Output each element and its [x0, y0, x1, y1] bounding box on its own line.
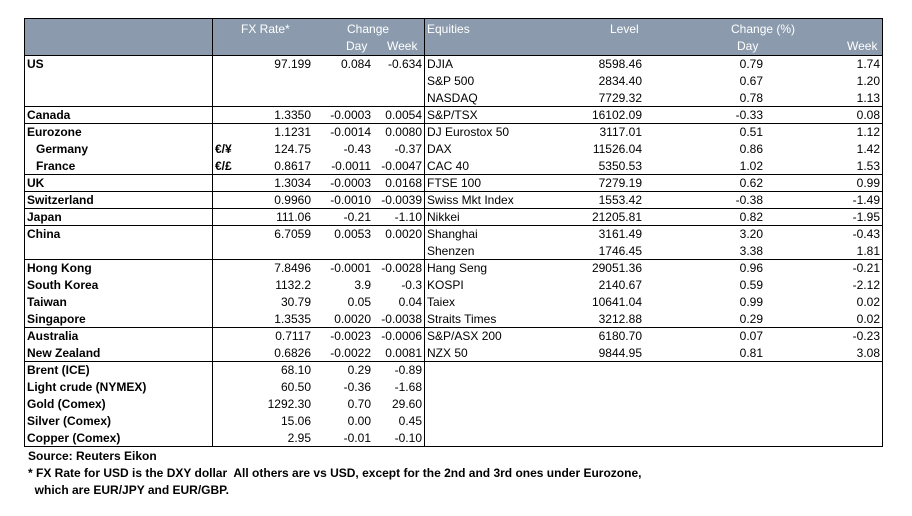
equity-index-cell: S&P/TSX [427, 108, 478, 122]
level-cell: 2834.40 [598, 74, 642, 88]
fx-footnote-line1: * FX Rate for USD is the DXY dollar All others are vs USD, except for the 2nd and 3rd ones under Eurozone, [28, 466, 642, 480]
fx-rate-cell [215, 90, 311, 107]
table-row [25, 430, 882, 447]
table-row [25, 362, 882, 379]
eq-day-cell: 0.99 [739, 295, 763, 309]
level-cell [505, 413, 642, 430]
eq-day-cell: -0.38 [735, 193, 763, 207]
column-divider-name [212, 19, 213, 446]
fx-week-cell: -1.10 [394, 210, 422, 224]
fx-rate-cell: 0.9960 [274, 193, 311, 207]
table-row [25, 209, 882, 226]
group-separator [25, 446, 882, 447]
eq-week-cell: 1.53 [856, 159, 880, 173]
eq-day-cell: 0.29 [739, 312, 763, 326]
equity-index-cell: NASDAQ [427, 91, 478, 105]
eq-day-cell: 0.62 [739, 176, 763, 190]
equity-index-cell: NZX 50 [427, 346, 468, 360]
country-cell: Silver (Comex) [27, 414, 112, 428]
country-cell: Canada [27, 108, 71, 122]
fx-rate-cell: 2.95 [287, 431, 311, 445]
table-row [25, 158, 882, 175]
group-separator [25, 225, 882, 226]
fx-week-cell: 0.04 [398, 295, 422, 309]
equity-index-cell: Taiex [427, 295, 456, 309]
level-cell: 10641.04 [591, 295, 642, 309]
level-cell [505, 379, 642, 396]
eq-day-cell: 0.79 [739, 57, 763, 71]
level-cell: 16102.09 [591, 108, 642, 122]
table-row [25, 345, 882, 362]
currency-pair-cell: €/¥ [215, 142, 232, 156]
fx-day-cell: 0.05 [347, 295, 371, 309]
fx-rate-cell: 97.199 [274, 57, 311, 71]
group-separator [25, 191, 882, 192]
fx-week-cell [373, 73, 422, 90]
fx-day-cell: -0.0014 [330, 125, 371, 139]
fx-week-cell: -0.37 [394, 142, 422, 156]
eq-week-cell: 3.08 [856, 346, 880, 360]
country-cell: China [27, 227, 61, 241]
level-cell [505, 362, 642, 379]
header-change: Change [347, 22, 390, 36]
level-cell [505, 430, 642, 447]
eq-week-cell [765, 413, 880, 430]
table-row [25, 277, 882, 294]
fx-rate-cell [215, 73, 311, 90]
country-cell [27, 73, 197, 90]
header-eq-week: Week [847, 39, 878, 53]
fx-week-cell: 0.0054 [385, 108, 422, 122]
level-cell: 1746.45 [598, 244, 642, 258]
eq-week-cell: -0.23 [852, 329, 880, 343]
country-cell: South Korea [27, 278, 99, 292]
equity-index-cell: Shanghai [427, 227, 478, 241]
fx-rate-cell: 0.7117 [275, 329, 311, 343]
table-row [25, 260, 882, 277]
fx-week-cell: -0.0038 [381, 312, 422, 326]
table-row [25, 124, 882, 141]
eq-week-cell: -1.49 [852, 193, 880, 207]
table-row [25, 107, 882, 124]
country-cell: Brent (ICE) [27, 363, 90, 377]
header-change-pct: Change (%) [731, 22, 796, 36]
fx-day-cell: -0.0001 [330, 261, 371, 275]
fx-week-cell: -0.0006 [381, 329, 422, 343]
fx-rate-cell: 7.8496 [274, 261, 311, 275]
level-cell: 3161.49 [598, 227, 642, 241]
fx-day-cell: -0.36 [343, 380, 371, 394]
level-cell: 8598.46 [598, 57, 642, 71]
fx-day-cell: 0.0053 [334, 227, 371, 241]
group-separator [25, 106, 882, 107]
eq-day-cell: 0.96 [739, 261, 763, 275]
fx-rate-cell: 1132.2 [275, 278, 311, 292]
fx-week-cell: -0.0028 [381, 261, 422, 275]
country-cell: Singapore [27, 312, 86, 326]
level-cell [505, 396, 642, 413]
fx-day-cell [315, 73, 371, 90]
eq-day-cell [645, 413, 763, 430]
eq-day-cell: 1.02 [739, 159, 763, 173]
country-cell [27, 90, 197, 107]
fx-week-cell: -0.0047 [381, 159, 422, 173]
table-row [25, 226, 882, 243]
table-row [25, 56, 882, 73]
fx-day-cell [315, 90, 371, 107]
eq-day-cell: 3.20 [739, 227, 763, 241]
header-fx-rate: FX Rate* [241, 22, 290, 36]
fx-day-cell: 0.29 [347, 363, 371, 377]
fx-rate-cell: 68.10 [280, 363, 311, 377]
table-row [25, 243, 882, 260]
fx-rate-cell [215, 243, 311, 260]
country-cell: France [36, 159, 76, 173]
table-row [25, 90, 882, 107]
eq-week-cell [765, 430, 880, 447]
eq-day-cell [645, 362, 763, 379]
fx-week-cell [373, 243, 422, 260]
level-cell: 6180.70 [598, 329, 642, 343]
country-cell: US [27, 57, 44, 71]
equity-index-cell: DJ Eurostox 50 [427, 125, 510, 139]
fx-rate-cell: 6.7059 [274, 227, 311, 241]
fx-rate-cell: 15.06 [280, 414, 311, 428]
fx-rate-cell: 124.75 [274, 142, 311, 156]
eq-week-cell [765, 379, 880, 396]
eq-week-cell: 0.02 [856, 312, 880, 326]
header-change-week: Week [387, 39, 418, 53]
fx-day-cell: -0.0003 [330, 176, 371, 190]
equity-index-cell: DJIA [427, 57, 454, 71]
level-cell: 3212.88 [598, 312, 642, 326]
fx-rate-cell: 1.3034 [274, 176, 311, 190]
table-row [25, 311, 882, 328]
fx-week-cell [373, 90, 422, 107]
fx-rate-cell: 0.8617 [274, 159, 311, 173]
fx-day-cell: -0.0011 [331, 159, 371, 173]
fx-rate-cell: 1.1231 [274, 125, 311, 139]
fx-rate-cell: 1.3535 [274, 312, 311, 326]
fx-week-cell: -0.89 [394, 363, 422, 377]
header-eq-day: Day [737, 39, 759, 53]
equity-index-cell: Swiss Mkt Index [427, 193, 514, 207]
level-cell: 9844.95 [598, 346, 642, 360]
eq-day-cell: 0.78 [739, 91, 763, 105]
group-separator [25, 174, 882, 175]
country-cell: UK [27, 176, 45, 190]
level-cell: 29051.36 [591, 261, 642, 275]
equity-index-cell: DAX [427, 142, 452, 156]
equity-index-cell: CAC 40 [427, 159, 470, 173]
eq-day-cell: 3.38 [739, 244, 763, 258]
eq-day-cell [645, 396, 763, 413]
country-cell: Copper (Comex) [27, 431, 121, 445]
fx-equities-table [24, 18, 883, 447]
table-row [25, 175, 882, 192]
eq-week-cell: 1.13 [856, 91, 880, 105]
fx-day-cell: -0.01 [343, 431, 371, 445]
country-cell: Eurozone [27, 125, 82, 139]
level-cell: 1553.42 [598, 193, 642, 207]
column-divider-fx [424, 19, 425, 446]
table-row [25, 396, 882, 413]
fx-week-cell: -0.0039 [381, 193, 422, 207]
country-cell: Taiwan [27, 295, 67, 309]
header-change-day: Day [346, 39, 368, 53]
country-cell: Gold (Comex) [27, 397, 106, 411]
eq-day-cell: 0.82 [739, 210, 763, 224]
fx-rate-cell: 30.79 [280, 295, 311, 309]
table-row [25, 379, 882, 396]
eq-week-cell: -0.43 [852, 227, 880, 241]
fx-rate-cell: 111.06 [276, 210, 311, 224]
fx-day-cell: -0.0023 [330, 329, 371, 343]
fx-rate-cell: 60.50 [280, 380, 311, 394]
fx-day-cell: 3.9 [354, 278, 371, 292]
country-cell: Switzerland [27, 193, 94, 207]
eq-week-cell: 0.08 [856, 108, 880, 122]
fx-day-cell: 0.084 [340, 57, 371, 71]
country-cell: Light crude (NYMEX) [27, 380, 147, 394]
country-cell: Australia [27, 329, 79, 343]
table-row [25, 328, 882, 345]
source-note: Source: Reuters Eikon [28, 449, 157, 463]
fx-day-cell: 0.70 [347, 397, 371, 411]
eq-week-cell: 1.12 [856, 125, 880, 139]
eq-week-cell: 1.20 [856, 74, 880, 88]
equity-index-cell: Straits Times [427, 312, 497, 326]
equity-index-cell: FTSE 100 [427, 176, 482, 190]
eq-week-cell: -1.95 [852, 210, 880, 224]
level-cell: 5350.53 [598, 159, 642, 173]
equity-index-cell: Nikkei [427, 210, 460, 224]
level-cell: 21205.81 [591, 210, 642, 224]
eq-day-cell: 0.81 [739, 346, 763, 360]
eq-day-cell: 0.86 [739, 142, 763, 156]
fx-week-cell: -0.634 [387, 57, 422, 71]
header-level: Level [610, 22, 639, 36]
equity-index-cell: Shenzen [427, 244, 475, 258]
table-row [25, 73, 882, 90]
fx-week-cell: 0.0168 [385, 176, 422, 190]
country-cell: Germany [36, 142, 89, 156]
table-row [25, 192, 882, 209]
fx-week-cell: 0.0081 [385, 346, 422, 360]
equity-index-cell: Hang Seng [427, 261, 488, 275]
equity-index-cell: KOSPI [427, 278, 464, 292]
eq-week-cell: 1.81 [856, 244, 880, 258]
eq-day-cell [645, 430, 763, 447]
fx-day-cell: 0.0020 [334, 312, 371, 326]
table-row [25, 294, 882, 311]
country-cell: Japan [27, 210, 62, 224]
eq-week-cell [765, 396, 880, 413]
eq-day-cell: 0.07 [739, 329, 763, 343]
group-separator [25, 327, 882, 328]
fx-day-cell: -0.43 [343, 142, 371, 156]
group-separator [25, 55, 882, 56]
country-cell [27, 243, 197, 260]
level-cell: 11526.04 [592, 142, 642, 156]
eq-week-cell: 0.02 [856, 295, 880, 309]
currency-pair-cell: €/£ [215, 159, 232, 173]
group-separator [25, 361, 882, 362]
eq-week-cell [765, 362, 880, 379]
eq-day-cell: 0.67 [739, 74, 763, 88]
fx-week-cell: 29.60 [391, 397, 422, 411]
eq-day-cell: -0.33 [735, 108, 763, 122]
fx-day-cell: -0.0003 [330, 108, 371, 122]
eq-week-cell: -0.21 [852, 261, 880, 275]
header-equities: Equities [427, 22, 470, 36]
fx-week-cell: 0.0080 [385, 125, 422, 139]
fx-rate-cell: 0.6826 [274, 346, 311, 360]
fx-rate-cell: 1292.30 [267, 397, 311, 411]
eq-week-cell: -2.12 [852, 278, 880, 292]
fx-day-cell: 0.00 [347, 414, 371, 428]
fx-week-cell: 0.45 [398, 414, 422, 428]
fx-day-cell: -0.0022 [330, 346, 371, 360]
fx-week-cell: -1.68 [394, 380, 422, 394]
level-cell: 7729.32 [598, 91, 642, 105]
fx-week-cell: 0.0020 [385, 227, 422, 241]
fx-week-cell: -0.3 [401, 278, 422, 292]
country-cell: New Zealand [27, 346, 101, 360]
eq-week-cell: 1.42 [856, 142, 880, 156]
table-row [25, 141, 882, 158]
fx-day-cell: -0.0010 [330, 193, 371, 207]
group-separator [25, 208, 882, 209]
fx-rate-cell: 1.3350 [274, 108, 311, 122]
fx-footnote-line2: which are EUR/JPY and EUR/GBP. [28, 483, 229, 497]
level-cell: 7279.19 [598, 176, 642, 190]
footnotes [28, 448, 888, 499]
table-row [25, 413, 882, 430]
group-separator [25, 123, 882, 124]
level-cell: 2140.67 [598, 278, 642, 292]
fx-week-cell: -0.10 [394, 431, 422, 445]
eq-day-cell: 0.51 [739, 125, 763, 139]
eq-day-cell: 0.59 [739, 278, 763, 292]
equity-index-cell: S&P/ASX 200 [427, 329, 502, 343]
country-cell: Hong Kong [27, 261, 92, 275]
fx-day-cell: -0.21 [343, 210, 371, 224]
eq-day-cell [645, 379, 763, 396]
eq-week-cell: 0.99 [856, 176, 880, 190]
eq-week-cell: 1.74 [856, 57, 880, 71]
level-cell: 3117.01 [599, 125, 642, 139]
group-separator [25, 259, 882, 260]
fx-day-cell [315, 243, 371, 260]
equity-index-cell: S&P 500 [427, 74, 475, 88]
